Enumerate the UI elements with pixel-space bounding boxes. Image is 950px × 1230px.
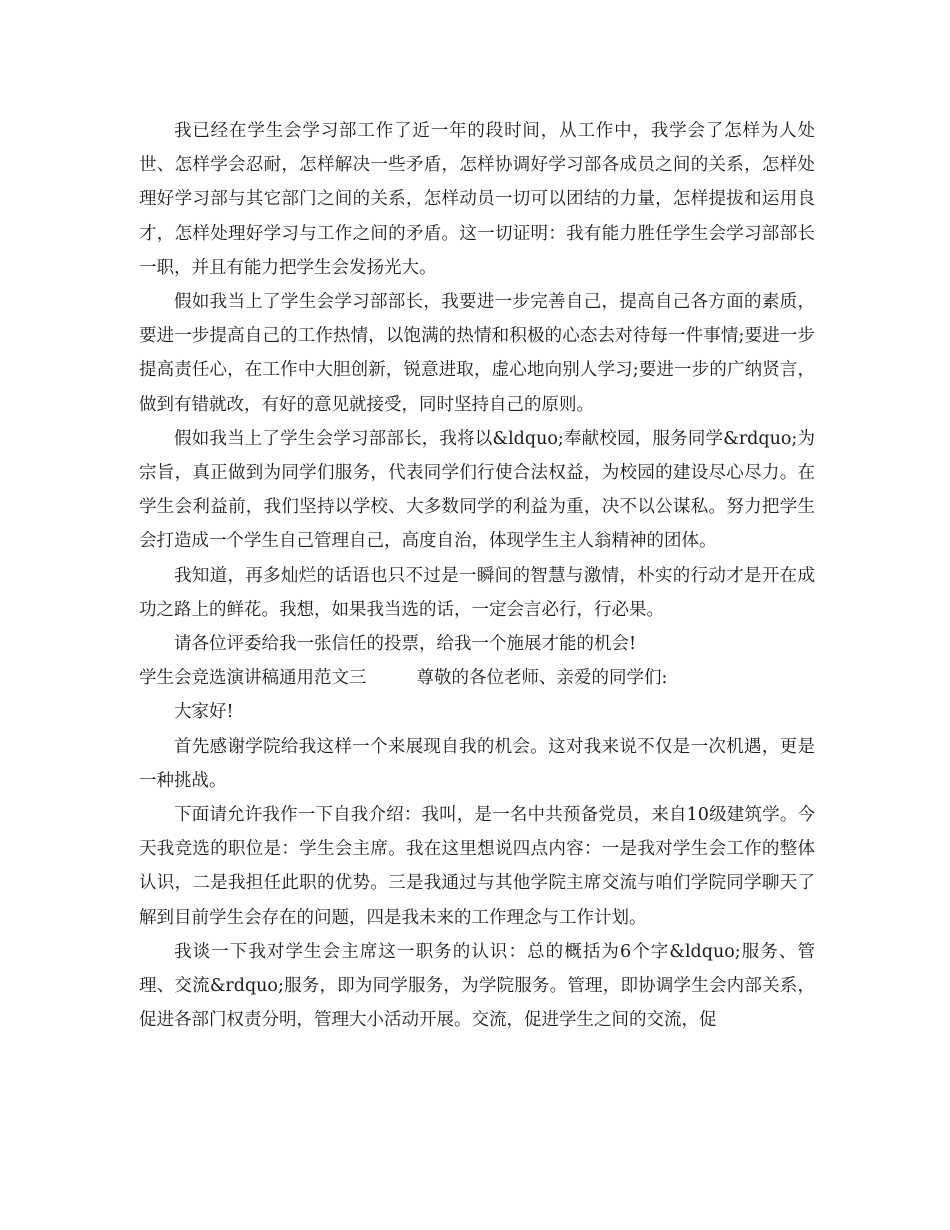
paragraph-8: 下面请允许我作一下自我介绍：我叫，是一名中共预备党员，来自10级建筑学。今天我竞选的职位是：学生会主席。我在这里想说四点内容：一是我对学生会工作的整体认识，二是我担任此职的优势。三是我通过与其他学院主席交流与咱们学院同学聊天了解到目前学生会存在的问题，四是我未来的工作理念与工作计划。 [139,805,815,928]
paragraph-4: 我知道，再多灿烂的话语也只不过是一瞬间的智慧与激情，朴实的行动才是开在成功之路上的鲜花。我想，如果我当选的话，一定会言必行，行必果。 [139,565,815,620]
paragraph-5: 请各位评委给我一张信任的投票，给我一个施展才能的机会! [174,634,637,655]
paragraph-7: 首先感谢学院给我这样一个来展现自我的机会。这对我来说不仅是一次机遇，更是一种挑战。 [139,736,815,791]
section-heading-line [139,661,815,695]
salutation: 尊敬的各位老师、亲爱的同学们: [416,668,668,689]
paragraph-9: 我谈一下我对学生会主席这一职务的认识：总的概括为6个字&ldquo;服务、管理、交流&rdquo;服务，即为同学服务，为学院服务。管理，即协调学生会内部关系，促进各部门权责分明，管理大小活动开展。交流，促进学生之间的交流，促 [139,941,815,1031]
section-title: 学生会竞选演讲稿通用范文三 [139,668,367,689]
paragraph-6: 大家好! [174,702,234,723]
document-body [139,114,815,1037]
paragraph-1: 我已经在学生会学习部工作了近一年的段时间，从工作中，我学会了怎样为人处世、怎样学会忍耐，怎样解决一些矛盾，怎样协调好学习部各成员之间的关系，怎样处理好学习部与其它部门之间的关系，怎样动员一切可以团结的力量，怎样提拔和运用良才，怎样处理好学习与工作之间的矛盾。这一切证明：我有能力胜任学生会学习部部长一职，并且有能力把学生会发扬光大。 [139,121,815,278]
paragraph-3: 假如我当上了学生会学习部部长，我将以&ldquo;奉献校园，服务同学&rdquo;为宗旨，真正做到为同学们服务，代表同学们行使合法权益，为校园的建设尽心尽力。在学生会利益前，我们坚持以学校、大多数同学的利益为重，决不以公谋私。努力把学生会打造成一个学生自己管理自己，高度自治，体现学生主人翁精神的团体。 [139,428,815,552]
paragraph-2: 假如我当上了学生会学习部部长，我要进一步完善自己，提高自己各方面的素质，要进一步提高自己的工作热情，以饱满的热情和积极的心态去对待每一件事情;要进一步提高责任心，在工作中大胆创新，锐意进取，虚心地向别人学习;要进一步的广纳贤言，做到有错就改，有好的意见就接受，同时坚持自己的原则。 [139,292,815,415]
